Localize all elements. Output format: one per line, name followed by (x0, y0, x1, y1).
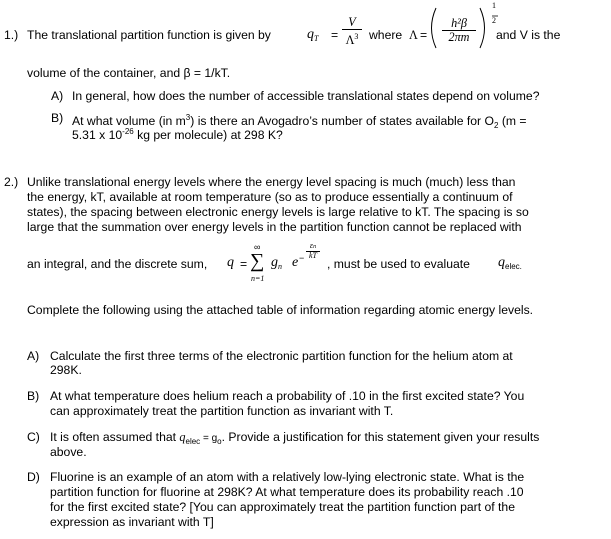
equals-sign: = (331, 28, 339, 42)
sum-line-text-a: an integral, and the discrete sum, (27, 257, 208, 271)
question-1-intro: The translational partition function is given by (27, 28, 271, 42)
question-2-line2: the energy, kT, available at room temperature (so as to produce essentially a continuum of (27, 190, 513, 204)
summation-icon: ∑ (250, 250, 265, 272)
sum-upper-limit: ∞ (254, 242, 261, 252)
complete-instruction: Complete the following using the attached table of information regarding atomic energy levels. (27, 303, 534, 317)
question-1-number: 1.) (4, 28, 19, 42)
sum-equals: = (240, 257, 248, 271)
question-2-number: 2.) (4, 175, 19, 189)
part-1b-line1: At what volume (in $m^3$) is there an Avogadro’s number of states available for $O_2$ (m = (72, 113, 527, 130)
part-2d-line1: Fluorine is an example of an atom with a relatively low-lying electronic state. What is the (50, 470, 525, 484)
lambda-symbol: Λ (409, 28, 418, 42)
part-2a-line2: 298K. (50, 363, 82, 377)
question-2-line1: Unlike translational energy levels where the energy level spacing is much (much) less than (27, 175, 516, 189)
exp-minus: − (299, 253, 305, 263)
sum-lower-limit: n=1 (251, 274, 265, 283)
v-over-lambda-cubed: V $\Lambda^3$ (341, 16, 363, 47)
part-1a-text: In general, how does the number of accessible translational states depend on volume? (72, 89, 540, 103)
sum-g-term: $g_n$ (271, 255, 282, 271)
part-1a-label: A) (51, 89, 64, 103)
exponent-numerator: 1 (492, 1, 496, 10)
part-2c-label: C) (27, 430, 40, 444)
where-text: where (369, 28, 403, 42)
part-2d-line2: partition function for fluorine at 298K? At what temperature does its probability reach .10 (50, 485, 524, 499)
question-2-line4: large that the summation over energy levels in the partition function cannot be replaced with (27, 220, 522, 234)
part-2d-line3: for the first excited state? [You can approximately treat the partition function part of the (50, 500, 515, 514)
lambda-equals: = (420, 28, 428, 42)
part-2d-label: D) (27, 470, 40, 484)
and-v-text: and V is the (496, 28, 561, 42)
q-elec-symbol: $q_{elec.}$ (498, 255, 522, 271)
h2beta-over-2pim: h²β 2πm (441, 17, 477, 44)
part-2c-line2: above. (50, 445, 87, 459)
question-1-line2: volume of the container, and β = 1/kT. (27, 66, 231, 80)
sum-e-term: e (292, 255, 299, 270)
part-2b-label: B) (27, 389, 40, 403)
part-2b-line2: can approximately treat the partition function as invariant with T. (50, 404, 394, 418)
question-2-line3: states), the spacing between electronic energy levels is large relative to kT. The spacing is so (27, 205, 529, 219)
part-2a-label: A) (27, 349, 40, 363)
part-1b-line2: 5.31 x $10^{-26}$ kg per molecule) at 298 K? (72, 127, 283, 142)
part-2c-line1: It is often assumed that $q_{elec} = g_o$. Provide a justification for this statement given your results (50, 430, 540, 446)
part-1b-label: B) (51, 111, 64, 125)
q-t-symbol: $q_T$ (307, 27, 319, 43)
sum-q-symbol: q (227, 255, 234, 270)
sum-line-text-b: , must be used to evaluate (327, 257, 470, 271)
exponent-denominator: 2 (492, 16, 496, 25)
exp-fraction: εn kT (305, 242, 321, 260)
part-2d-line4: expression as invariant with T] (50, 515, 214, 529)
part-2a-line1: Calculate the first three terms of the electronic partition function for the helium atom at (50, 349, 513, 363)
part-2b-line1: At what temperature does helium reach a probability of .10 in the first excited state? You (50, 389, 525, 403)
